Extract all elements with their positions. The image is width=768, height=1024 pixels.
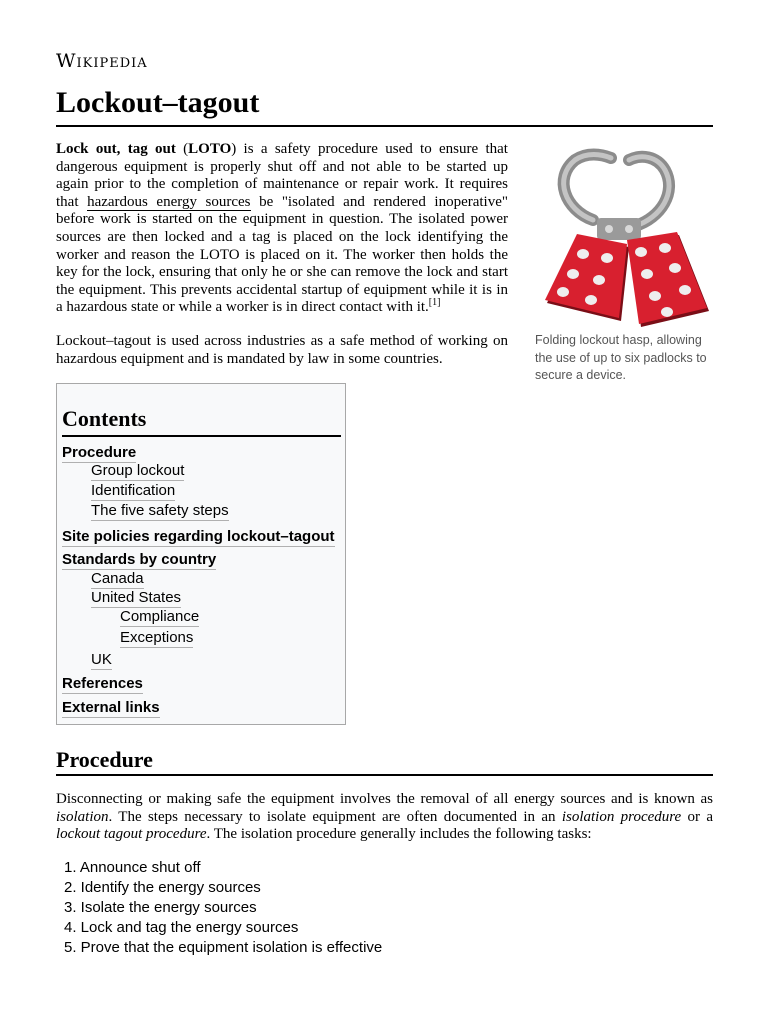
wikipedia-logo[interactable]: Wikipedia [56, 50, 148, 72]
toc-link[interactable]: Procedure [62, 444, 137, 461]
toc-link[interactable]: References [62, 675, 143, 692]
section-divider [56, 774, 713, 776]
term-lockout-tagout-procedure: lockout tagout procedure [56, 826, 207, 843]
reference-1-link[interactable]: [1] [428, 297, 441, 309]
term-isolation-procedure: isolation procedure [561, 808, 682, 825]
table-of-contents [56, 383, 346, 725]
procedure-text-2: . The steps necessary to isolate equipment are often documented in an [108, 808, 562, 825]
toc-link[interactable]: External links [62, 699, 160, 716]
hasp-shackle [564, 155, 669, 241]
procedure-text-4: . The isolation procedure generally includes the following tasks: [206, 826, 592, 843]
toc-link[interactable]: Group lockout [91, 462, 185, 479]
toc-link[interactable]: Exceptions [120, 629, 194, 646]
list-item: 5. Prove that the equipment isolation is effective [64, 939, 383, 956]
link-hazardous-energy-sources[interactable]: hazardous energy sources [87, 193, 251, 210]
lead-text-1: ) is a safety procedure used to ensure that dangerous equipment is properly shut off and not able to be started up again prior to the completion of maintenance or repair work. It requires that [56, 141, 508, 210]
toc-divider [62, 435, 341, 437]
term-lockout-tagout: Lock out, tag out [56, 141, 176, 157]
term-loto: LOTO [188, 141, 232, 157]
lead-text-paren: ( [175, 141, 189, 157]
list-item: 3. Isolate the energy sources [64, 899, 257, 916]
lead-text-2: be "isolated and rendered inoperative" before work is started on the equipment in question. The isolated power sources are then locked and a tag is placed on the lock identifying the worker and reason the LOTO is placed on it. The worker then holds the key for the lock, ensuring that only he or she can remove the lock and start the equipment. This prevents accidental startup of equipment while it is in a hazardous state or while a worker is in direct contact with it. [56, 193, 508, 316]
toc-link[interactable]: The five safety steps [91, 502, 229, 519]
list-item: 1. Announce shut off [64, 859, 201, 876]
title-divider [56, 125, 713, 127]
hasp-left-plate [545, 234, 629, 321]
procedure-text-3: or a [681, 808, 714, 825]
term-isolation: isolation [56, 808, 109, 825]
procedure-paragraph [56, 791, 713, 844]
lead-paragraph-2: Lockout–tagout is used across industries as a safe method of working on hazardous equipment and is mandated by law in some countries. [56, 333, 508, 367]
procedure-text-1: Disconnecting or making safe the equipment involves the removal of all energy sources and is known as [56, 791, 713, 807]
toc-link[interactable]: Compliance [120, 608, 200, 625]
list-item: 4. Lock and tag the energy sources [64, 919, 299, 936]
list-item: 2. Identify the energy sources [64, 879, 261, 896]
lead-paragraph [56, 141, 508, 317]
figure-caption: Folding lockout hasp, allowing the use of up to six padlocks to secure a device. [535, 333, 707, 382]
toc-link[interactable]: Canada [91, 570, 144, 587]
toc-link[interactable]: Identification [91, 482, 176, 499]
toc-link[interactable]: Site policies regarding lockout–tagout [62, 528, 335, 545]
toc-link[interactable]: Standards by country [62, 551, 217, 568]
hasp-right-plate [627, 232, 709, 327]
toc-link[interactable]: UK [91, 651, 112, 668]
lockout-hasp-figure [535, 148, 713, 385]
lockout-hasp-image[interactable] [535, 148, 713, 328]
toc-link[interactable]: United States [91, 589, 182, 606]
toc-title: Contents [62, 406, 147, 431]
section-heading-procedure: Procedure [56, 747, 153, 772]
procedure-steps-list [56, 858, 382, 958]
page-title: Lockout–tagout [56, 86, 260, 119]
